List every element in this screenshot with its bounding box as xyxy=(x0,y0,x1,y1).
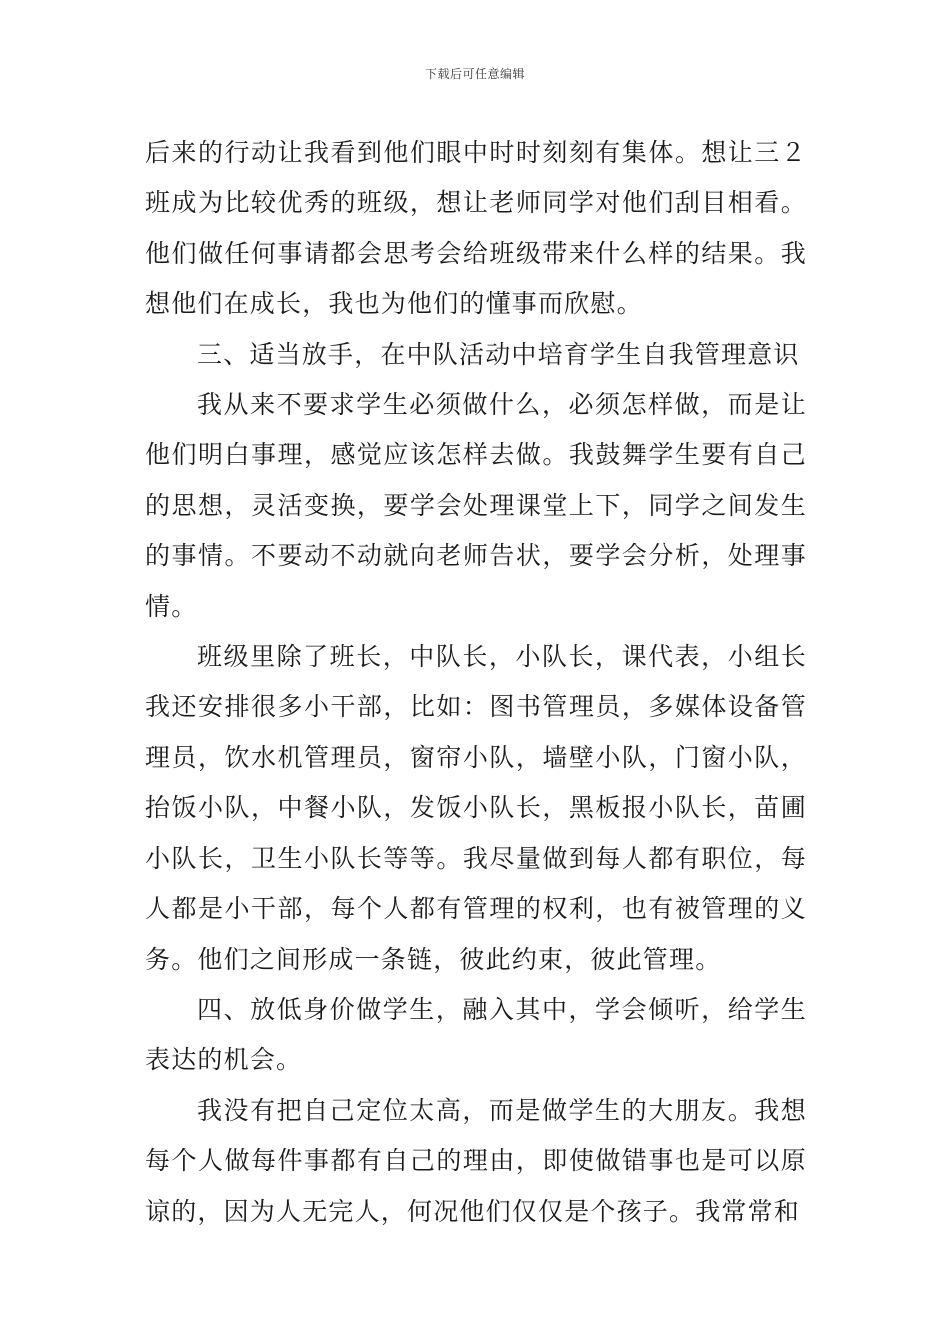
paragraph-continuation: 后来的行动让我看到他们眼中时时刻刻有集体。想让三２班成为比较优秀的班级，想让老师同学对他们刮目相看。他们做任何事请都会思考会给班级带来什么样的结果。我想他们在成长，我也为他们的懂事而欣慰。 xyxy=(145,138,807,319)
paragraph: 我从来不要求学生必须做什么，必须怎样做，而是让他们明白事理，感觉应该怎样去做。我鼓舞学生要有自己的思想，灵活变换，要学会处理课堂上下，同学之间发生的事情。不要动不动就向老师告状，要学会分析，处理事情。 xyxy=(145,390,807,621)
paragraph: 班级里除了班长，中队长，小队长，课代表，小组长我还安排很多小干部，比如：图书管理员，多媒体设备管理员，饮水机管理员，窗帘小队，墙壁小队，门窗小队，抬饭小队，中餐小队，发饭小队长，黑板报小队长，苗圃小队长，卫生小队长等等。我尽量做到每人都有职位，每人都是小干部，每个人都有管理的权利，也有被管理的义务。他们之间形成一条链，彼此约束，彼此管理。 xyxy=(145,642,807,974)
section-heading-3: 三、适当放手，在中队活动中培育学生自我管理意识 xyxy=(197,339,800,369)
section-heading-4: 四、放低身价做学生，融入其中，学会倾听，给学生表达的机会。 xyxy=(145,994,807,1075)
paragraph: 我没有把自己定位太高，而是做学生的大朋友。我想每个人做每件事都有自己的理由，即使做错事也是可以原谅的，因为人无完人，何况他们仅仅是个孩子。我常常和 xyxy=(145,1095,807,1226)
page-header: 下载后可任意编辑 xyxy=(424,67,525,81)
document-body xyxy=(145,128,807,1237)
